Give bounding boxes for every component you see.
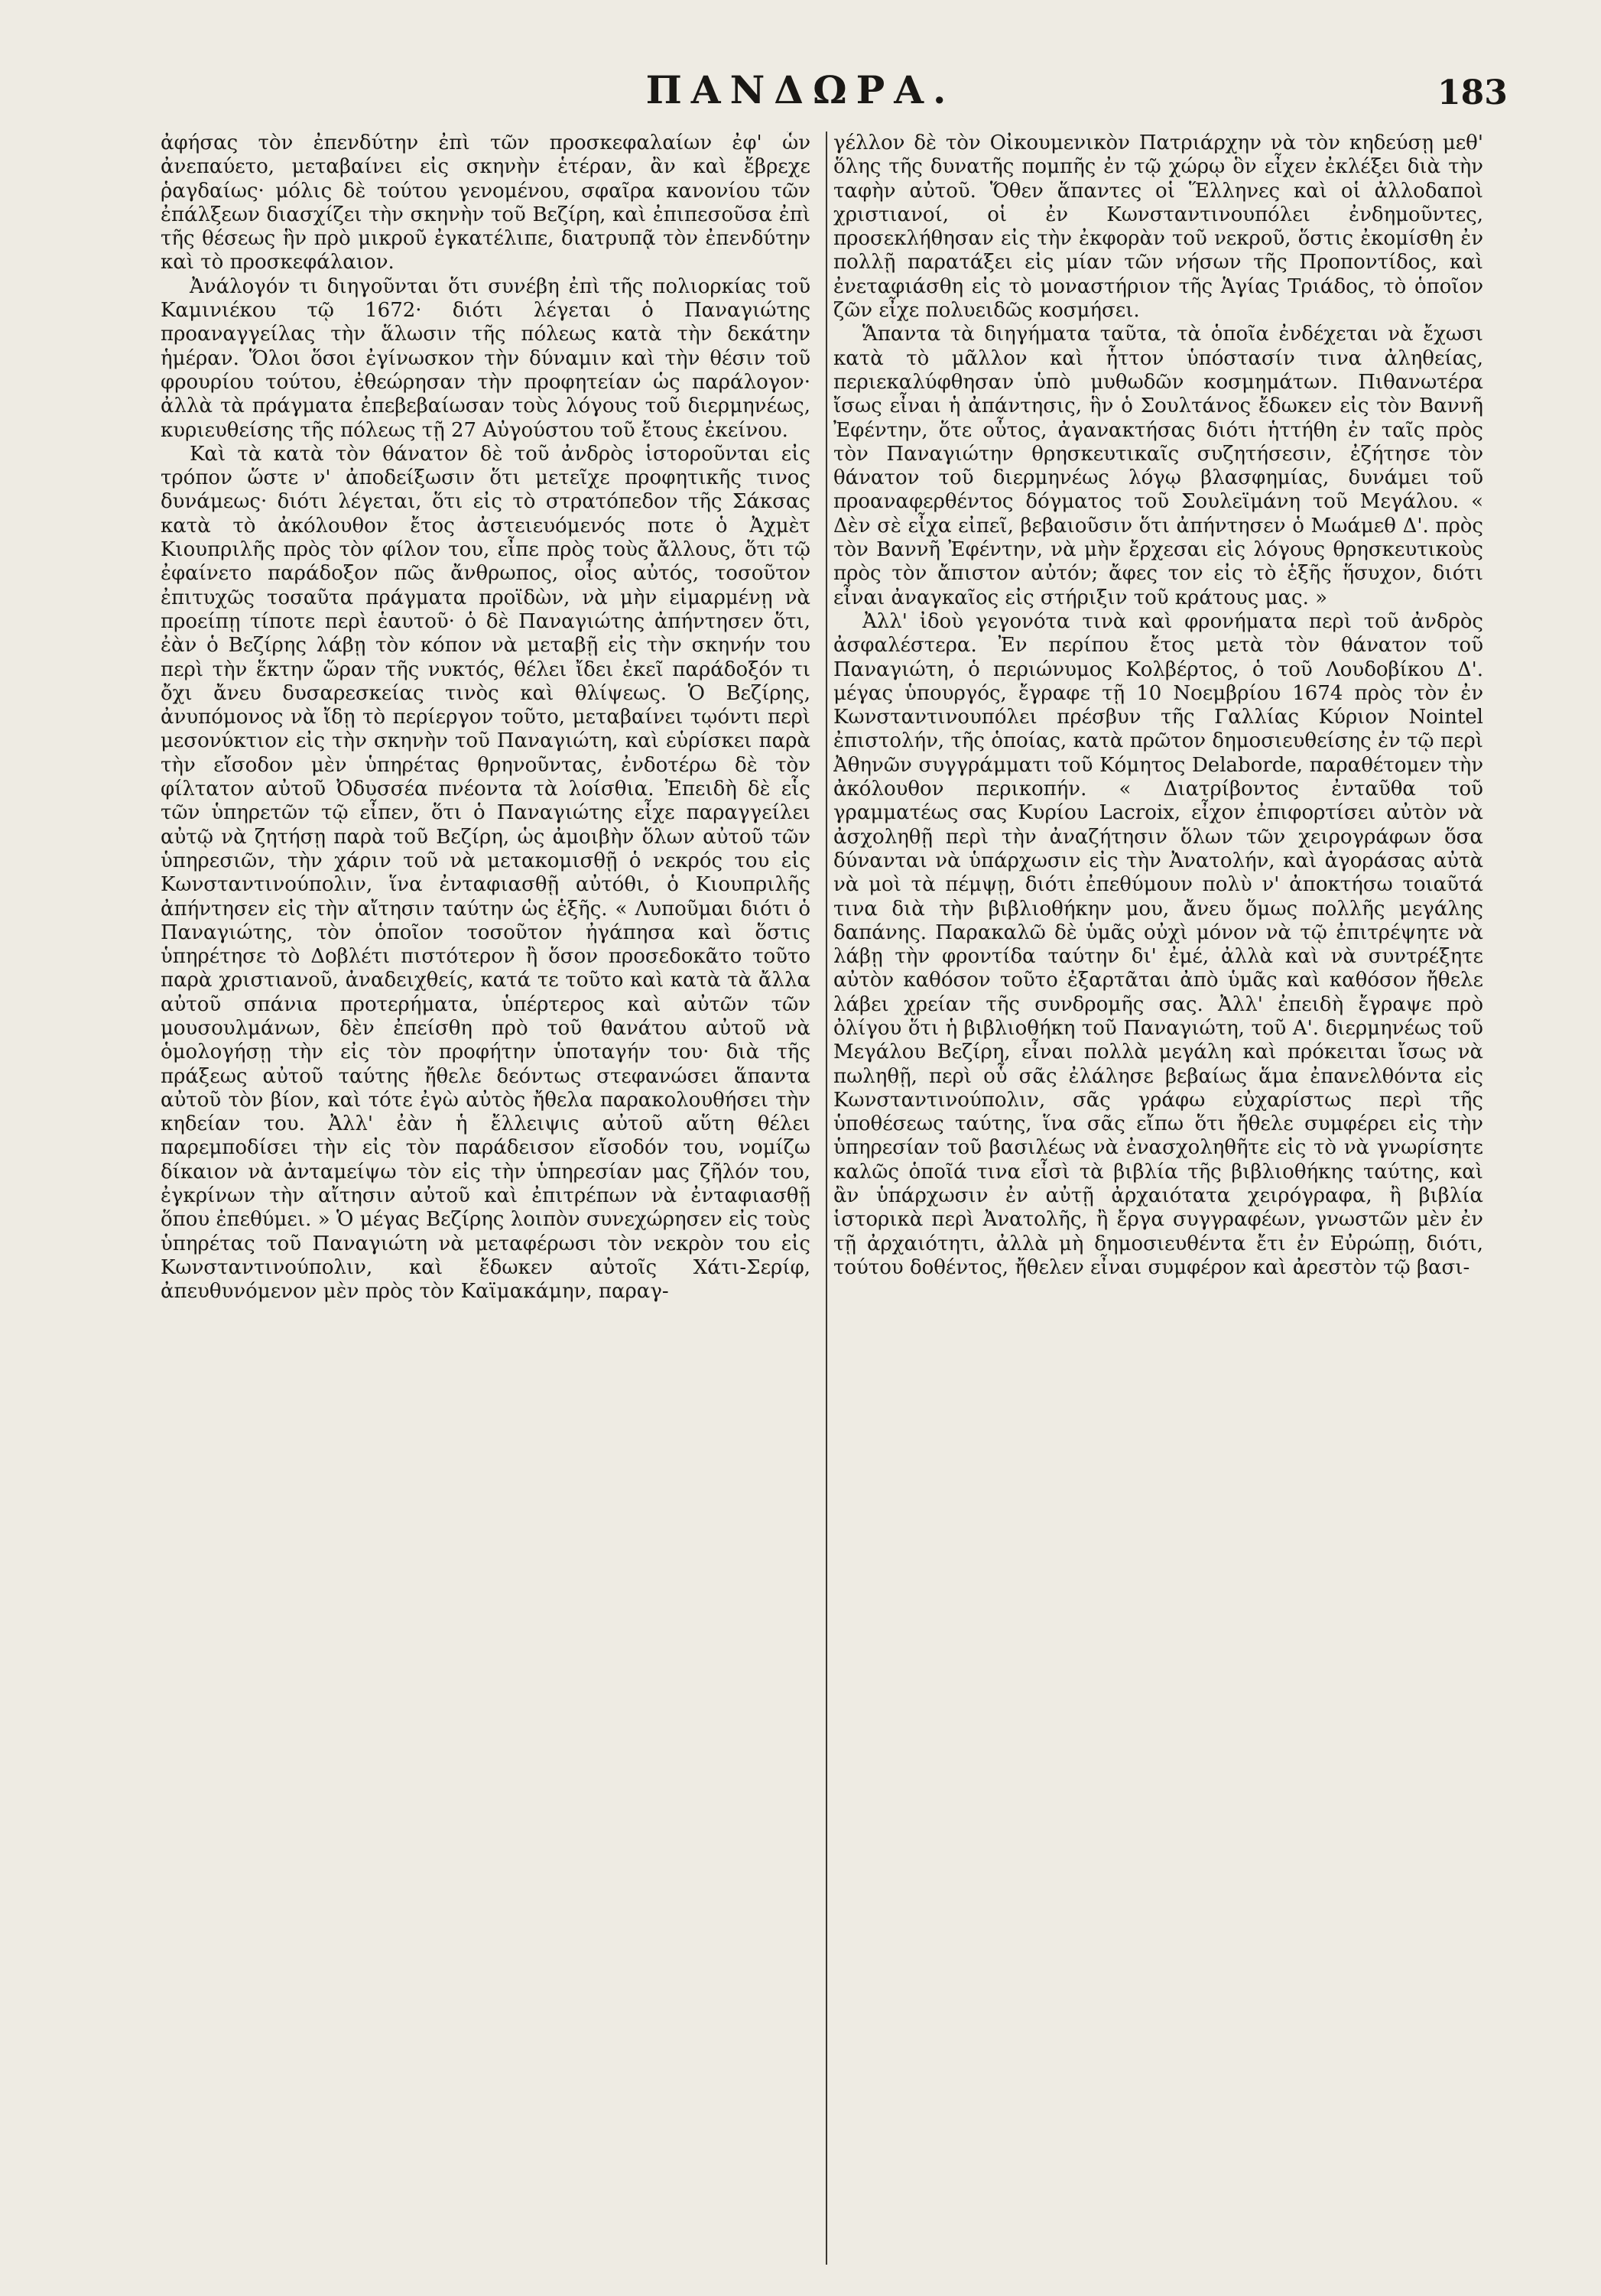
paragraph: Καὶ τὰ κατὰ τὸν θάνατον δὲ τοῦ ἀνδρὸς ἱστοροῦνται εἰς τρόπον ὥστε ν' ἀποδείξωσιν ὅτι μετεῖχε προφητικῆς τινος δυνάμεως· διότι λέγεται, ὅτι εἰς τὸ στρατόπεδον τῆς Σάκσας κατὰ τὸ ἀκόλουθον ἔτος ἀστειευόμενός ποτε ὁ Ἀχμὲτ Κιουπριλῆς πρὸς τὸν φίλον του, εἶπε πρὸς τοὺς ἄλλους, ὅτι τῷ ἐφαίνετο παράδοξον πῶς ἄνθρωπος, οἷος αὐτός, τοσοῦτον ἐπιτυχῶς τοσαῦτα πράγματα προϊδὼν, νὰ μὴν εἱμαρμένῃ νὰ προείπῃ τίποτε περὶ ἑαυτοῦ· ὁ δὲ Παναγιώτης ἀπήντησεν ὅτι, ἐὰν ὁ Βεζίρης λάβῃ τὸν κόπον νὰ μεταβῇ εἰς τὴν σκηνήν του περὶ τὴν ἕκτην ὥραν τῆς νυκτός, θέλει ἴδει ἐκεῖ παράδοξόν τι ὄχι ἄνευ δυσαρεσκείας τινὸς καὶ θλίψεως. Ὁ Βεζίρης, ἀνυπόμονος νὰ ἴδῃ τὸ περίεργον τοῦτο, μεταβαίνει τῳόντι περὶ μεσονύκτιον εἰς τὴν σκηνὴν τοῦ Παναγιώτη, καὶ εὑρίσκει παρὰ τὴν εἴσοδον μὲν ὑπηρέτας θρηνοῦντας, ἐνδοτέρω δὲ τὸν φίλτατον αὐτοῦ Ὀδυσσέα πνέοντα τὰ λοίσθια. Ἐπειδὴ δὲ εἷς τῶν ὑπηρετῶν τῷ εἶπεν, ὅτι ὁ Παναγιώτης εἶχε παραγγείλει αὐτῷ νὰ ζητήσῃ παρὰ τοῦ Βεζίρη, ὡς ἀμοιβὴν ὅλων αὐτοῦ τῶν ὑπηρεσιῶν, τὴν χάριν τοῦ νὰ μετακομισθῇ ὁ νεκρός του εἰς Κωνσταντινούπολιν, ἵνα ἐνταφιασθῇ αὐτόθι, ὁ Κιουπριλῆς ἀπήντησεν εἰς τὴν αἴτησιν ταύτην ὡς ἑξῆς. « Λυποῦμαι διότι ὁ Παναγιώτης, τὸν ὁποῖον τοσοῦτον ἠγάπησα καὶ ὅστις ὑπηρέτησε τὸ Δοβλέτι πιστότερον ἢ ὅσον προσεδοκᾶτο τοῦτο παρὰ χριστιανοῦ, ἀναδειχθείς, κατά τε τοῦτο καὶ κατὰ τὰ ἄλλα αὐτοῦ σπάνια προτερήματα, ὑπέρτερος καὶ αὐτῶν τῶν μουσουλμάνων, δὲν ἐπείσθη πρὸ τοῦ θανάτου αὐτοῦ νὰ ὁμολογήσῃ τὴν εἰς τὸν προφήτην ὑποταγήν του· διὰ τῆς πράξεως αὐτοῦ ταύτης ἤθελε δεόντως στεφανώσει ἅπαντα αὐτοῦ τὸν βίον, καὶ τότε ἐγὼ αὐτὸς ἤθελα παρακολουθήσει τὴν κηδείαν του. Ἀλλ' ἐὰν ἡ ἔλλειψις αὐτοῦ αὕτη θέλει παρεμποδίσει τὴν εἰς τὸν παράδεισον εἴσοδόν του, νομίζω δίκαιον νὰ ἀνταμείψω τὸν εἰς τὴν ὑπηρεσίαν μας ζῆλόν του, ἐγκρίνων τὴν αἴτησιν αὐτοῦ καὶ ἐπιτρέπων νὰ ἐνταφιασθῇ ὅπου ἐπεθύμει. » Ὁ μέγας Βεζίρης λοιπὸν συνεχώρησεν εἰς τοὺς ὑπηρέτας τοῦ Παναγιώτη νὰ μεταφέρωσι τὸν νεκρὸν του εἰς Κωνσταντινούπολιν, καὶ ἔδωκεν αὐτοῖς Χάτι-Σερίφ, ἀπευθυνόμενον μὲν πρὸς τὸν Καϊμακάμην, παραγ- [161, 442, 810, 1304]
paragraph: ἀφήσας τὸν ἐπενδύτην ἐπὶ τῶν προσκεφαλαίων ἐφ' ὧν ἀνεπαύετο, μεταβαίνει εἰς σκηνὴν ἑτέραν, ἂν καὶ ἔβρεχε ῥαγδαίως· μόλις δὲ τούτου γενομένου, σφαῖρα κανονίου τῶν ἐπάλξεων διασχίζει τὴν σκηνὴν τοῦ Βεζίρη, καὶ ἐπιπεσοῦσα ἐπὶ τῆς θέσεως ἣν πρὸ μικροῦ ἐγκατέλιπε, διατρυπᾷ τὸν ἐπενδύτην καὶ τὸ προσκεφάλαιον. [161, 132, 810, 274]
paragraph: Ἀνάλογόν τι διηγοῦνται ὅτι συνέβη ἐπὶ τῆς πολιορκίας τοῦ Καμινιέκου τῷ 1672· διότι λέγεται ὁ Παναγιώτης προαναγγείλας τὴν ἅλωσιν τῆς πόλεως κατὰ τὴν δεκάτην ἡμέραν. Ὅλοι ὅσοι ἐγίνωσκον τὴν δύναμιν καὶ τὴν θέσιν τοῦ φρουρίου τούτου, ἐθεώρησαν τὴν προφητείαν ὡς παράλογον· ἀλλὰ τὰ πράγματα ἐπεβεβαίωσαν τοὺς λόγους τοῦ διερμηνέως, κυριευθείσης τῆς πόλεως τῇ 27 Αὐγούστου τοῦ ἔτους ἐκείνου. [161, 274, 810, 442]
right-column [833, 132, 1483, 2265]
paragraph: Ἀλλ' ἰδοὺ γεγονότα τινὰ καὶ φρονήματα περὶ τοῦ ἀνδρὸς ἀσφαλέστερα. Ἐν περίπου ἔτος μετὰ τὸν θάνατον τοῦ Παναγιώτη, ὁ περιώνυμος Κολβέρτος, ὁ τοῦ Λουδοβίκου Δ'. μέγας ὑπουργός, ἔγραφε τῇ 10 Νοεμβρίου 1674 πρὸς τὸν ἐν Κωνσταντινουπόλει πρέσβυν τῆς Γαλλίας Κύριον Nointel ἐπιστολήν, τῆς ὁποίας, κατὰ πρῶτον δημοσιευθείσης ἐν τῷ περὶ Ἀθηνῶν συγγράμματι τοῦ Κόμητος Delaborde, παραθέτομεν τὴν ἀκόλουθον περικοπήν. « Διατρίβοντος ἐνταῦθα τοῦ γραμματέως σας Κυρίου Lacroix, εἶχον ἐπιφορτίσει αὐτὸν νὰ ἀσχοληθῇ περὶ τὴν ἀναζήτησιν ὅλων τῶν χειρογράφων ὅσα δύνανται νὰ ὑπάρχωσιν εἰς τὴν Ἀνατολήν, καὶ ἀγοράσας αὐτὰ νὰ μοὶ τὰ πέμψῃ, διότι ἐπεθύμουν πολὺ ν' ἀποκτήσω τοιαῦτά τινα διὰ τὴν βιβλιοθήκην μου, ἄνευ ὅμως πολλῆς μεγάλης δαπάνης. Παρακαλῶ δὲ ὑμᾶς οὐχὶ μόνον νὰ τῷ ἐπιτρέψητε νὰ λάβῃ τὴν φροντίδα ταύτην δι' ἐμέ, ἀλλὰ καὶ νὰ συντρέξητε αὐτὸν καθόσον τοῦτο ἐξαρτᾶται ἀπὸ ὑμᾶς καὶ καθόσον ἤθελε λάβει χρείαν τῆς συνδρομῆς σας. Ἀλλ' ἐπειδὴ ἔγραψε πρὸ ὀλίγου ὅτι ἡ βιβλιοθήκη τοῦ Παναγιώτη, τοῦ Α'. διερμηνέως τοῦ Μεγάλου Βεζίρη, εἶναι πολλὰ μεγάλη καὶ πρόκειται ἴσως νὰ πωληθῇ, περὶ οὗ σᾶς ἐλάλησε βεβαίως ἅμα ἐπανελθόντα εἰς Κωνσταντινούπολιν, σᾶς γράφω εὐχαρίστως περὶ τῆς ὑποθέσεως ταύτης, ἵνα σᾶς εἴπω ὅτι ἤθελε συμφέρει εἰς τὴν ὑπηρεσίαν τοῦ βασιλέως νὰ ἐνασχοληθῆτε εἰς τὸ νὰ γνωρίσητε καλῶς ὁποῖά τινα εἶσὶ τὰ βιβλία τῆς βιβλιοθήκης ταύτης, καὶ ἂν ὑπάρχωσιν ἐν αὐτῇ ἀρχαιότατα χειρόγραφα, ἢ βιβλία ἱστορικὰ περὶ Ἀνατολῆς, ἢ ἔργα συγγραφέων, γνωστῶν μὲν ἐν τῇ ἀρχαιότητι, ἀλλὰ μὴ δημοσιευθέντα ἔτι ἐν Εὐρώπῃ, διότι, τούτου δοθέντος, ἤθελεν εἶναι συμφέρον καὶ ἀρεστὸν τῷ βασι- [833, 609, 1483, 1279]
paragraph: Ἅπαντα τὰ διηγήματα ταῦτα, τὰ ὁποῖα ἐνδέχεται νὰ ἔχωσι κατὰ τὸ μᾶλλον καὶ ἧττον ὑπόστασίν τινα ἀληθείας, περιεκαλύφθησαν ὑπὸ μυθωδῶν κοσμημάτων. Πιθανωτέρα ἴσως εἶναι ἡ ἀπάντησις, ἣν ὁ Σουλτάνος ἔδωκεν εἰς τὸν Βαννῆ Ἐφέντην, ὅτε οὗτος, ἀγανακτήσας διότι ἡττήθη ἐν ταῖς πρὸς τὸν Παναγιώτην θρησκευτικαῖς συζητήσεσιν, ἐζήτησε τὸν θάνατον τοῦ διερμηνέως λόγῳ βλασφημίας, δυνάμει τοῦ προαναφερθέντος δόγματος τοῦ Σουλεϊμάνη τοῦ Μεγάλου. « Δὲν σὲ εἶχα εἰπεῖ, βεβαιοῦσιν ὅτι ἀπήντησεν ὁ Μωάμεθ Δ'. πρὸς τὸν Βαννῆ Ἐφέντην, νὰ μὴν ἔρχεσαι εἰς λόγους θρησκευτικοὺς πρὸς τὸν ἄπιστον αὐτόν; ἄφες τον εἰς τὸ ἑξῆς ἥσυχον, διότι εἶναι ἀναγκαῖος εἰς στήριξιν τοῦ κράτους μας. » [833, 323, 1483, 609]
page-number: 183 [1437, 73, 1508, 112]
paragraph: γέλλον δὲ τὸν Οἰκουμενικὸν Πατριάρχην νὰ τὸν κηδεύσῃ μεθ' ὅλης τῆς δυνατῆς πομπῆς ἐν τῷ χώρῳ ὃν εἶχεν ἐκλέξει διὰ τὴν ταφὴν αὐτοῦ. Ὅθεν ἅπαντες οἱ Ἕλληνες καὶ οἱ ἀλλοδαποὶ χριστιανοί, οἱ ἐν Κωνσταντινουπόλει ἐνδημοῦντες, προσεκλήθησαν εἰς τὴν ἐκφορὰν τοῦ νεκροῦ, ὅστις ἐκομίσθη ἐν πολλῇ παρατάξει εἰς μίαν τῶν νήσων τῆς Προποντίδος, καὶ ἐνεταφιάσθη εἰς τὸ μοναστήριον τῆς Ἁγίας Τριάδος, τὸ ὁποῖον ζῶν εἶχε πολυειδῶς κοσμήσει. [833, 132, 1483, 323]
left-column [161, 132, 810, 2265]
column-divider [826, 132, 827, 2265]
running-title: ΠΑΝΔΩΡΑ. [645, 67, 956, 112]
